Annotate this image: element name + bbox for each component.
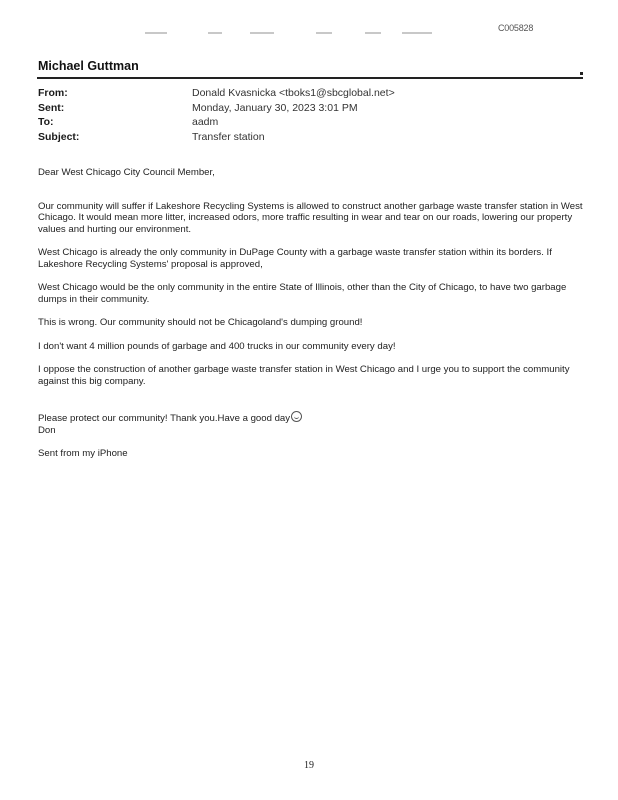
faint-mark bbox=[316, 32, 332, 34]
header-value-from: Donald Kvasnicka <tboks1@sbcglobal.net> bbox=[192, 87, 395, 99]
header-value-sent: Monday, January 30, 2023 3:01 PM bbox=[192, 101, 358, 114]
header-rule bbox=[37, 77, 583, 79]
rule-marker bbox=[580, 72, 583, 75]
faint-mark bbox=[250, 32, 274, 34]
closing-line bbox=[38, 411, 586, 425]
page-number: 19 bbox=[304, 760, 314, 771]
body-paragraph: Our community will suffer if Lakeshore Recycling Systems is allowed to construct another garbage waste transfer station in West Chicago. It would mean more litter, increased odors, more traffic resulting in wear and tear on our roads, lowering our property values and hurting our environment. bbox=[38, 200, 583, 235]
header-label: Sent: bbox=[38, 101, 65, 114]
email-body bbox=[38, 167, 586, 460]
body-paragraph: This is wrong. Our community should not be Chicagoland's dumping ground! bbox=[38, 317, 363, 328]
faint-mark bbox=[365, 32, 381, 34]
header-label: Subject: bbox=[38, 130, 80, 143]
header-value-subject: Transfer station bbox=[192, 130, 265, 143]
body-paragraph: I oppose the construction of another garbage waste transfer station in West Chicago and I urge you to support the community against this big company. bbox=[38, 364, 570, 387]
greeting: Dear West Chicago City Council Member, bbox=[38, 167, 215, 178]
sender-name: Michael Guttman bbox=[38, 59, 139, 73]
header-label: From: bbox=[38, 87, 68, 99]
faint-mark bbox=[402, 32, 432, 34]
faint-mark bbox=[145, 32, 167, 34]
signature: Don bbox=[38, 424, 56, 436]
header-label: To: bbox=[38, 116, 54, 128]
smiley-face-icon bbox=[291, 411, 302, 422]
body-paragraph: I don't want 4 million pounds of garbage and 400 trucks in our community every day! bbox=[38, 340, 396, 352]
document-id: C005828 bbox=[498, 23, 534, 33]
faint-mark bbox=[208, 32, 222, 34]
header-value-to: aadm bbox=[192, 116, 219, 128]
sent-from-footer: Sent from my iPhone bbox=[38, 448, 128, 459]
closing-text: Please protect our community! Thank you.Have a good day bbox=[38, 413, 291, 424]
body-paragraph: West Chicago is already the only community in DuPage County with a garbage waste transfer station within its borders. If Lakeshore Recycling Systems' proposal is approved, bbox=[38, 247, 552, 270]
body-paragraph: West Chicago would be the only community in the entire State of Illinois, other than the City of Chicago, to have two garbage dumps in their community. bbox=[38, 282, 567, 305]
